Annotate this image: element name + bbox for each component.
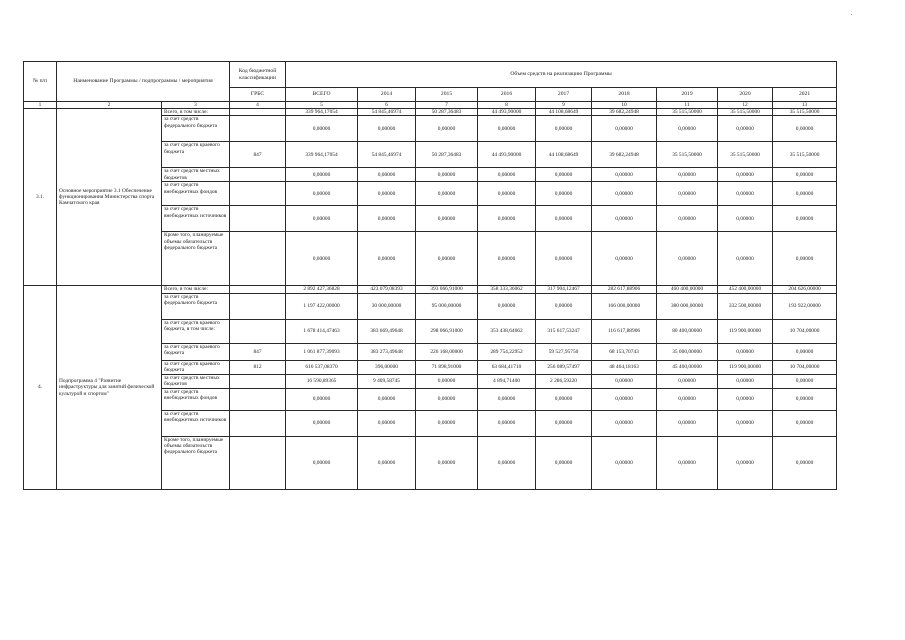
amount-cell: 39 682,24948 [592, 142, 657, 168]
amount-cell: 63 684,41710 [478, 360, 536, 374]
index-cell: 8 [478, 102, 536, 109]
header-row-top [24, 62, 837, 88]
header-year-2: 2015 [416, 88, 478, 102]
amount-cell: 0,00000 [478, 293, 536, 319]
amount-cell: 0,00000 [657, 388, 718, 410]
amount-cell: 0,00000 [657, 410, 718, 436]
amount-cell: 0,00000 [358, 436, 416, 489]
amount-cell: 0,00000 [718, 182, 773, 206]
amount-cell: 0,00000 [286, 168, 358, 182]
grbs-code [230, 436, 286, 489]
amount-cell: 358 333,36062 [478, 286, 536, 293]
amount-cell: 35 515,50000 [657, 109, 718, 116]
index-cell: 9 [536, 102, 592, 109]
amount-cell: 0,00000 [773, 168, 837, 182]
funding-source-label: Кроме того, планируемые объемы обязательств федерального бюджета [162, 436, 230, 489]
amount-cell: 166 000,00000 [592, 293, 657, 319]
amount-cell: 0,00000 [773, 436, 837, 489]
amount-cell: 44 108,68649 [536, 109, 592, 116]
amount-cell: 44 493,90000 [478, 142, 536, 168]
scan-speck [851, 14, 852, 15]
header-year-3: 2016 [478, 88, 536, 102]
amount-cell: 339 964,17054 [286, 109, 358, 116]
amount-cell: 44 493,90000 [478, 109, 536, 116]
amount-cell: 0,00000 [718, 343, 773, 360]
amount-cell: 9 409,58745 [358, 374, 416, 388]
amount-cell: 0,00000 [478, 436, 536, 489]
amount-cell: 0,00000 [416, 374, 478, 388]
amount-cell: 0,00000 [718, 206, 773, 232]
amount-cell: 0,00000 [718, 388, 773, 410]
amount-cell: 35 515,50000 [657, 142, 718, 168]
amount-cell: 1 061 877,39093 [286, 343, 358, 360]
header-year-0: ВСЕГО [286, 88, 358, 102]
amount-cell: 616 537,08370 [286, 360, 358, 374]
funding-source-label: за счет средств краевого бюджета [162, 142, 230, 168]
amount-cell: 452 400,00000 [718, 286, 773, 293]
amount-cell: 0,00000 [416, 388, 478, 410]
grbs-code [230, 109, 286, 116]
amount-cell: 54 845,46974 [358, 109, 416, 116]
index-cell: 4 [230, 102, 286, 109]
amount-cell: 204 626,00000 [773, 286, 837, 293]
amount-cell: 0,00000 [592, 232, 657, 286]
amount-cell: 16 590,89365 [286, 374, 358, 388]
amount-cell: 116 617,88906 [592, 319, 657, 343]
grbs-code [230, 293, 286, 319]
amount-cell: 0,00000 [657, 168, 718, 182]
amount-cell: 0,00000 [536, 232, 592, 286]
funding-source-label: за счет средств краевого бюджета [162, 360, 230, 374]
header-year-1: 2014 [358, 88, 416, 102]
index-cell: 12 [718, 102, 773, 109]
amount-cell: 393 066,91000 [416, 286, 478, 293]
grbs-code: 812 [230, 360, 286, 374]
grbs-code [230, 116, 286, 142]
amount-cell: 0,00000 [536, 388, 592, 410]
grbs-code [230, 232, 286, 286]
amount-cell: 0,00000 [416, 168, 478, 182]
amount-cell: 0,00000 [286, 388, 358, 410]
grbs-code [230, 206, 286, 232]
amount-cell: 0,00000 [773, 116, 837, 142]
amount-cell: 423 079,08393 [358, 286, 416, 293]
amount-cell: 0,00000 [718, 116, 773, 142]
funding-source-label: за счет средств местных бюджетов [162, 374, 230, 388]
amount-cell: 50 287,36483 [416, 109, 478, 116]
amount-cell: 315 617,53247 [536, 319, 592, 343]
amount-cell: 0,00000 [358, 168, 416, 182]
amount-cell: 0,00000 [358, 116, 416, 142]
amount-cell: 0,00000 [478, 232, 536, 286]
amount-cell: 0,00000 [478, 116, 536, 142]
amount-cell: 298 066,91000 [416, 319, 478, 343]
amount-cell: 0,00000 [773, 232, 837, 286]
amount-cell: 35 515,50000 [773, 109, 837, 116]
index-cell: 7 [416, 102, 478, 109]
amount-cell: 0,00000 [478, 206, 536, 232]
amount-cell: 0,00000 [536, 206, 592, 232]
amount-cell: 71 898,91000 [416, 360, 478, 374]
funding-source-label: Кроме того, планируемые объемы обязательств федерального бюджета [162, 232, 230, 286]
grbs-code [230, 182, 286, 206]
amount-cell: 353 438,64662 [478, 319, 536, 343]
amount-cell: 0,00000 [478, 182, 536, 206]
amount-cell: 54 845,46974 [358, 142, 416, 168]
section-name: Подпрограмма 4 "Развитие инфраструктуры для занятий физической культурой и спортом" [57, 286, 162, 489]
amount-cell: 35 515,50000 [718, 109, 773, 116]
grbs-code [230, 374, 286, 388]
amount-cell: 0,00000 [536, 436, 592, 489]
amount-cell: 0,00000 [773, 206, 837, 232]
amount-cell: 35 515,50000 [718, 142, 773, 168]
amount-cell: 0,00000 [773, 374, 837, 388]
amount-cell: 35 515,50000 [773, 142, 837, 168]
amount-cell: 0,00000 [592, 168, 657, 182]
funding-source-label: за счет средств краевого бюджета [162, 343, 230, 360]
funding-source-label: Всего, в том числе: [162, 109, 230, 116]
amount-cell: 0,00000 [592, 410, 657, 436]
amount-cell: 0,00000 [416, 436, 478, 489]
header-col-grbs: ГРБС [230, 88, 286, 102]
amount-cell: 0,00000 [286, 232, 358, 286]
amount-cell: 0,00000 [286, 182, 358, 206]
grbs-code [230, 168, 286, 182]
grbs-code: 847 [230, 343, 286, 360]
amount-cell: 50 287,36483 [416, 142, 478, 168]
header-year-7: 2020 [718, 88, 773, 102]
header-col-name: Наименование Программы / подпрограммы / мероприятия [57, 62, 230, 102]
index-cell: 6 [358, 102, 416, 109]
grbs-code [230, 319, 286, 343]
amount-cell: 0,00000 [478, 388, 536, 410]
amount-cell: 1 678 414,47463 [286, 319, 358, 343]
amount-cell: 30 000,00000 [358, 293, 416, 319]
amount-cell: 0,00000 [592, 182, 657, 206]
amount-cell: 119 900,00000 [718, 319, 773, 343]
amount-cell: 0,00000 [657, 436, 718, 489]
amount-cell: 68 153,70743 [592, 343, 657, 360]
amount-cell: 0,00000 [718, 436, 773, 489]
index-cell: 5 [286, 102, 358, 109]
amount-cell: 2 892 427,36828 [286, 286, 358, 293]
amount-cell: 0,00000 [657, 206, 718, 232]
table-row [24, 109, 837, 116]
index-cell: 11 [657, 102, 718, 109]
amount-cell: 119 900,00000 [718, 360, 773, 374]
grbs-code [230, 410, 286, 436]
amount-cell: 1 197 422,00000 [286, 293, 358, 319]
amount-cell: 226 168,00000 [416, 343, 478, 360]
amount-cell: 44 108,68649 [536, 142, 592, 168]
amount-cell: 317 904,12467 [536, 286, 592, 293]
amount-cell: 0,00000 [773, 410, 837, 436]
amount-cell: 0,00000 [286, 206, 358, 232]
amount-cell: 289 754,22952 [478, 343, 536, 360]
amount-cell: 339 964,17054 [286, 142, 358, 168]
grbs-code: 847 [230, 142, 286, 168]
section-number: 4. [24, 286, 57, 489]
amount-cell: 80 400,00000 [657, 319, 718, 343]
funding-source-label: за счет средств внебюджетных источников [162, 410, 230, 436]
amount-cell: 0,00000 [416, 182, 478, 206]
amount-cell: 0,00000 [718, 168, 773, 182]
header-year-8: 2021 [773, 88, 837, 102]
amount-cell: 0,00000 [718, 374, 773, 388]
amount-cell: 0,00000 [478, 168, 536, 182]
funding-source-label: за счет средств краевого бюджета, в том числе: [162, 319, 230, 343]
amount-cell: 282 617,88906 [592, 286, 657, 293]
amount-cell: 332 500,00000 [718, 293, 773, 319]
index-cell: 2 [57, 102, 162, 109]
header-year-4: 2017 [536, 88, 592, 102]
header-col-kbk: Код бюджетной классификации [230, 62, 286, 88]
amount-cell: 0,00000 [358, 410, 416, 436]
amount-cell: 396,00000 [358, 360, 416, 374]
grbs-code [230, 286, 286, 293]
amount-cell: 256 089,57497 [536, 360, 592, 374]
table-body [24, 62, 837, 490]
amount-cell: 0,00000 [592, 206, 657, 232]
index-cell: 13 [773, 102, 837, 109]
funding-source-label: за счет средств федерального бюджета [162, 116, 230, 142]
header-col-volume: Объем средств на реализацию Программы [286, 62, 837, 88]
funding-source-label: за счет средств федерального бюджета [162, 293, 230, 319]
amount-cell: 0,00000 [286, 410, 358, 436]
section-name: Основное мероприятие 3.1 Обеспечение функционирования Министерства спорта Камчатского края [57, 109, 162, 286]
amount-cell: 0,00000 [286, 436, 358, 489]
amount-cell: 10 704,00000 [773, 319, 837, 343]
funding-source-label: за счет средств внебюджетных фондов [162, 182, 230, 206]
funding-source-label: за счет средств внебюджетных фондов [162, 388, 230, 410]
amount-cell: 0,00000 [416, 116, 478, 142]
amount-cell: 4 894,71400 [478, 374, 536, 388]
amount-cell: 0,00000 [592, 116, 657, 142]
budget-sheet [23, 61, 836, 490]
amount-cell: 0,00000 [416, 410, 478, 436]
funding-source-label: за счет средств местных бюджетов [162, 168, 230, 182]
amount-cell: 0,00000 [286, 116, 358, 142]
header-col-no: № п/п [24, 62, 57, 102]
amount-cell: 0,00000 [416, 232, 478, 286]
amount-cell: 0,00000 [358, 232, 416, 286]
index-cell: 1 [24, 102, 57, 109]
funding-source-label: за счет средств внебюджетных источников [162, 206, 230, 232]
budget-table [23, 61, 837, 490]
funding-source-label: Всего, в том числе: [162, 286, 230, 293]
amount-cell: 0,00000 [536, 410, 592, 436]
amount-cell: 0,00000 [536, 293, 592, 319]
amount-cell: 460 400,00000 [657, 286, 718, 293]
index-row [24, 102, 837, 109]
amount-cell: 0,00000 [773, 388, 837, 410]
amount-cell: 0,00000 [536, 168, 592, 182]
amount-cell: 0,00000 [657, 182, 718, 206]
amount-cell: 59 527,95750 [536, 343, 592, 360]
amount-cell: 0,00000 [718, 410, 773, 436]
amount-cell: 383 273,49648 [358, 343, 416, 360]
amount-cell: 0,00000 [536, 182, 592, 206]
amount-cell: 0,00000 [358, 388, 416, 410]
index-cell: 3 [162, 102, 230, 109]
grbs-code [230, 388, 286, 410]
amount-cell: 380 000,00000 [657, 293, 718, 319]
amount-cell: 0,00000 [773, 343, 837, 360]
header-year-6: 2019 [657, 88, 718, 102]
amount-cell: 0,00000 [592, 388, 657, 410]
amount-cell: 0,00000 [592, 436, 657, 489]
amount-cell: 0,00000 [358, 206, 416, 232]
amount-cell: 95 000,00000 [416, 293, 478, 319]
amount-cell: 10 704,00000 [773, 360, 837, 374]
amount-cell: 45 400,00000 [657, 360, 718, 374]
table-row [24, 286, 837, 293]
amount-cell: 0,00000 [657, 374, 718, 388]
amount-cell: 0,00000 [478, 410, 536, 436]
amount-cell: 48 464,18163 [592, 360, 657, 374]
header-year-5: 2018 [592, 88, 657, 102]
amount-cell: 0,00000 [657, 232, 718, 286]
section-number: 3.1. [24, 109, 57, 286]
amount-cell: 0,00000 [592, 374, 657, 388]
amount-cell: 0,00000 [773, 182, 837, 206]
amount-cell: 0,00000 [536, 116, 592, 142]
amount-cell: 193 922,00000 [773, 293, 837, 319]
amount-cell: 0,00000 [416, 206, 478, 232]
index-cell: 10 [592, 102, 657, 109]
amount-cell: 0,00000 [657, 116, 718, 142]
amount-cell: 2 286,59220 [536, 374, 592, 388]
amount-cell: 35 000,00000 [657, 343, 718, 360]
amount-cell: 0,00000 [718, 232, 773, 286]
amount-cell: 39 682,24948 [592, 109, 657, 116]
amount-cell: 0,00000 [358, 182, 416, 206]
amount-cell: 383 669,49648 [358, 319, 416, 343]
